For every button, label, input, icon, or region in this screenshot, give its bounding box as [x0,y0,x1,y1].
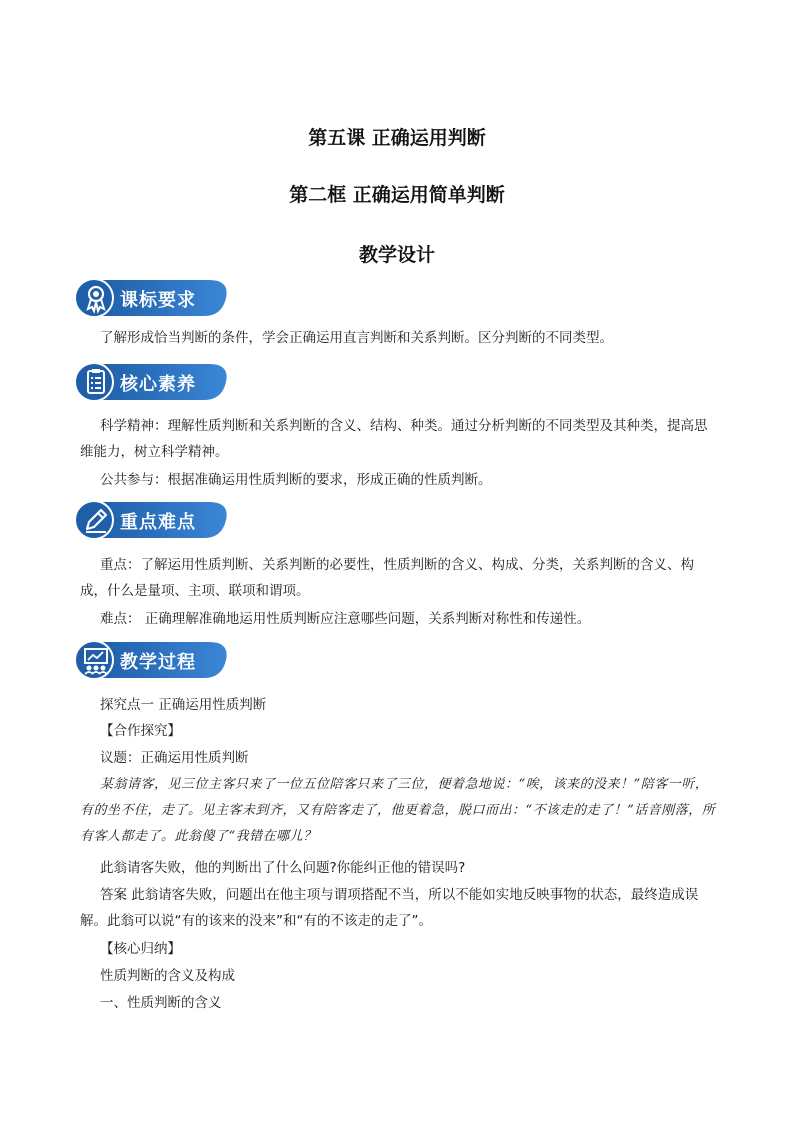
section-heading: 重点难点 [120,512,196,533]
checklist-icon [78,364,114,400]
literacy-public-text: 公共参与：根据准确运用性质判断的要求，形成正确的性质判断。 [100,472,492,488]
doc-type-title: 教学设计 [358,244,435,266]
lesson-title: 第五课 正确运用判断 [308,127,486,149]
summary-heading: 【核心归纳】 [100,941,181,957]
literacy-science-text: 科学精神：理解性质判断和关系判断的含义、结构、种类。通过分析判断的不同类型及其种类，提高思维能力，树立科学精神。 [80,418,708,460]
section-heading: 课标要求 [120,290,196,311]
award-ribbon-icon [78,280,114,316]
presentation-icon [78,642,114,678]
pencil-icon [78,502,114,538]
section-badge-literacy [74,362,232,402]
question-text: 此翁请客失败，他的判断出了什么问题?你能纠正他的错误吗? [100,860,466,876]
section-badge-key-points [74,500,232,540]
section-heading: 核心素养 [120,374,196,395]
requirements-text: 了解形成恰当判断的条件，学会正确运用直言判断和关系判断。区分判断的不同类型。 [100,330,613,346]
key-points-text: 重点：了解运用性质判断、关系判断的必要性，性质判断的含义、构成、分类，关系判断的含义、构成，什么是量项、主项、联项和谓项。 [80,557,694,599]
frame-title: 第二框 正确运用简单判断 [289,184,505,206]
subheading-meaning: 一、性质判断的含义 [100,995,222,1011]
difficulty-text: 难点： 正确理解准确地运用性质判断应注意哪些问题，关系判断对称性和传递性。 [100,611,591,627]
subheading-meaning-structure: 性质判断的含义及构成 [100,968,235,984]
section-badge-process [74,640,232,680]
cooperation-heading: 【合作探究】 [100,723,181,739]
topic-line: 议题：正确运用性质判断 [100,750,249,766]
story-text: 某翁请客，见三位主客只来了一位五位陪客只来了三位，便着急地说：“唉，该来的没来！”陪客一听，有的坐不住，走了。见主客未到齐，又有陪客走了，他更着急，脱口而出：“不该走的走了！”话音刚落，所有客人都走了。此翁傻了“我错在哪儿？ [80,777,716,844]
answer-text: 答案 此翁请客失败，问题出在他主项与谓项搭配不当，所以不能如实地反映事物的状态，最终造成误解。此翁可以说“有的该来的没来”和“有的不该走的走了”。 [80,887,699,929]
explore-point-heading: 探究点一 正确运用性质判断 [100,697,267,713]
section-badge-requirements [74,278,232,318]
section-heading: 教学过程 [120,652,196,673]
